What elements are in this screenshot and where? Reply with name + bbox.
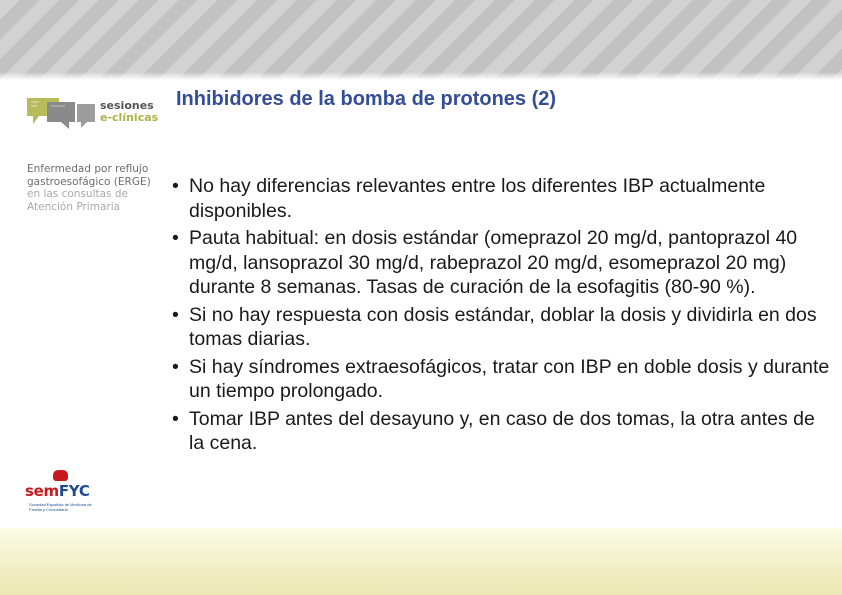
bullet-text: No hay diferencias relevantes entre los diferentes IBP actualmente disponibles.	[189, 175, 766, 222]
brand-wordmark	[100, 100, 158, 124]
semfyc-logo-icon	[25, 470, 105, 515]
course-title-line: Atención Primaria	[27, 200, 121, 213]
semfyc-emblem	[53, 470, 68, 481]
course-title-line: Enfermedad por reflujo	[27, 163, 149, 175]
bullet-item	[172, 407, 832, 456]
bullet-list	[172, 174, 832, 459]
bullet-text: Pauta habitual: en dosis estándar (omeprazol 20 mg/d, pantoprazol 40 mg/d, lansoprazol 30 mg/d, rabeprazol 20 mg/d, esomeprazol 20 mg) durante 8 semanas. Tasas de curación de la esofagitis (80-90 %).	[189, 227, 798, 298]
bullet-item	[172, 303, 832, 352]
brand-line-2: e-clínicas	[100, 111, 159, 124]
bullet-marker: •	[172, 175, 179, 197]
footer-band	[0, 528, 842, 595]
bullet-marker: •	[172, 355, 179, 378]
bullet-marker: •	[172, 227, 179, 249]
course-title-line: en las consultas de	[27, 188, 128, 200]
semfyc-subtitle: Sociedad Española de Medicina de Familia y Comunitaria	[29, 502, 92, 512]
bullet-item	[172, 355, 832, 404]
bullet-text: Si hay síndromes extraesofágicos, tratar con IBP en doble dosis y durante un tiempo prolongado.	[189, 355, 830, 402]
brand-line-1: sesiones	[100, 99, 154, 112]
bullet-text: Si no hay respuesta con dosis estándar, doblar la dosis y dividirla en dos tomas diarias.	[189, 303, 817, 350]
course-title	[27, 163, 162, 213]
bullet-item	[172, 174, 832, 223]
bullet-marker: •	[172, 407, 179, 430]
bullet-marker: •	[172, 303, 179, 326]
bullet-item	[172, 226, 832, 300]
semfyc-name: semFYC	[25, 482, 90, 500]
bullet-text: Tomar IBP antes del desayuno y, en caso de dos tomas, la otra antes de la cena.	[189, 407, 815, 454]
slide-title: Inhibidores de la bomba de protones (2)	[176, 88, 557, 110]
course-title-line: gastroesofágico (ERGE)	[27, 175, 151, 188]
header-stripe-band	[0, 0, 842, 80]
